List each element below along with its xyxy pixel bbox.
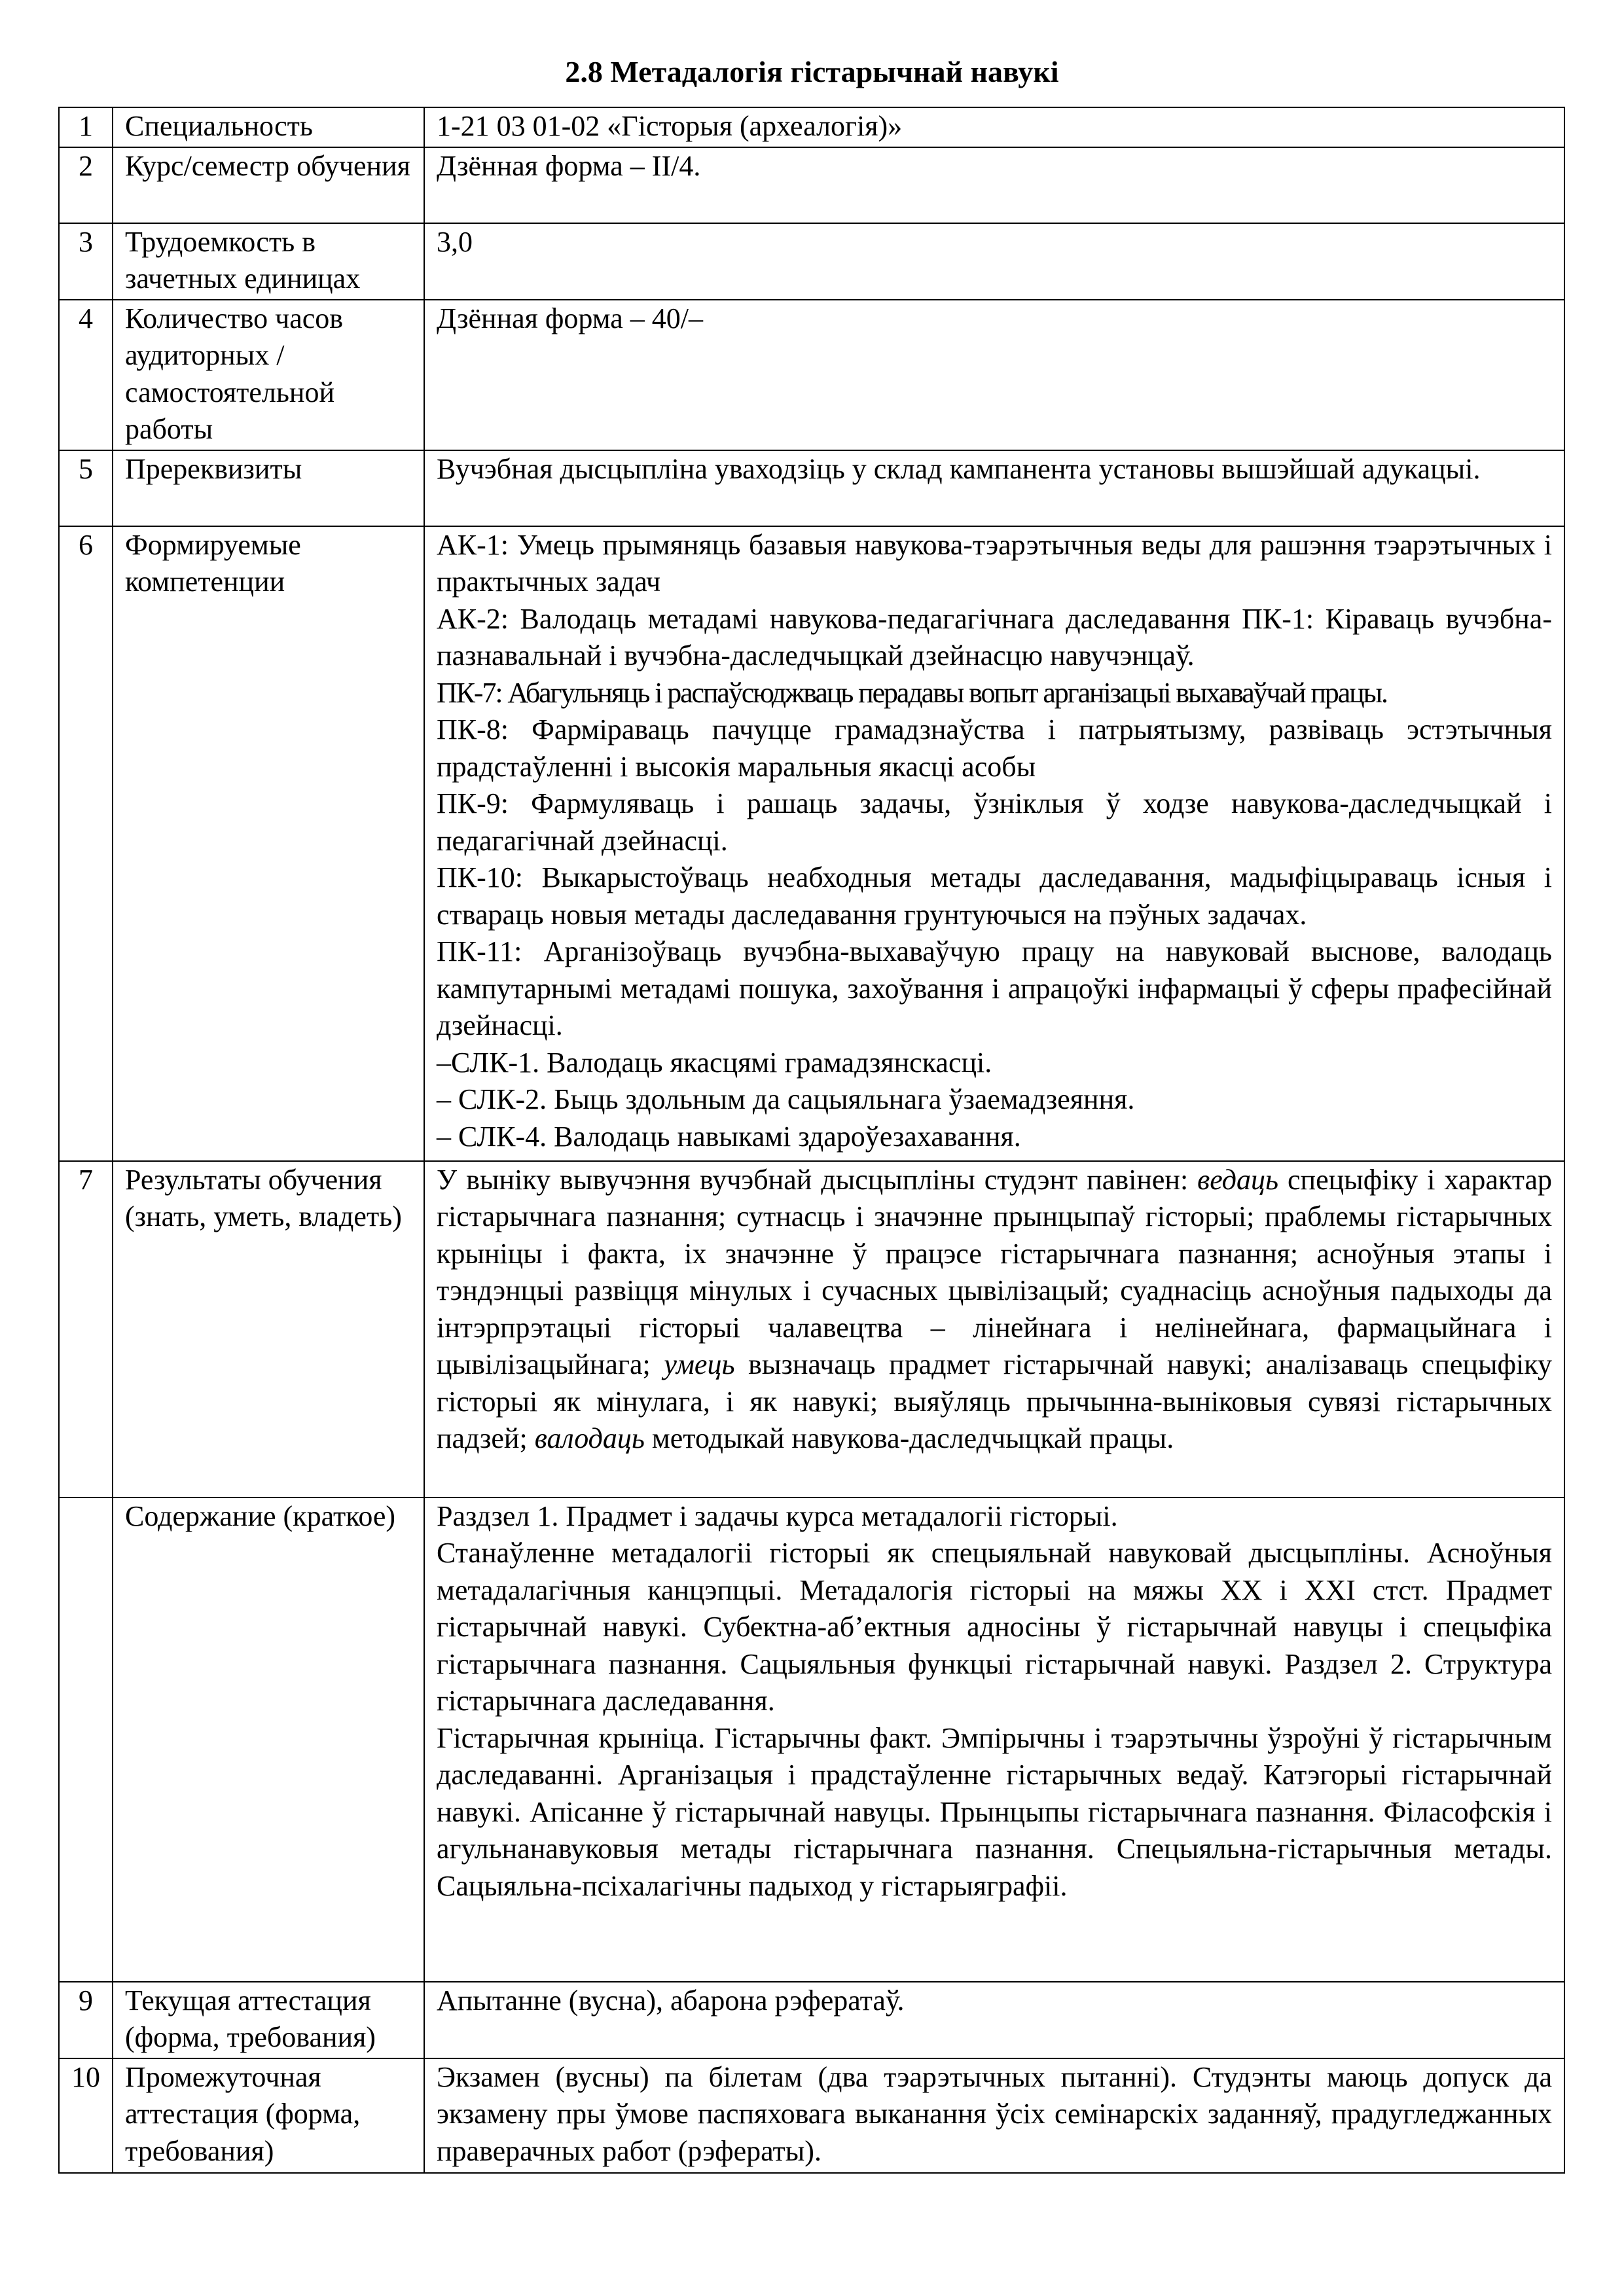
competence-item: – СЛК-4. Валодаць навыкамі здароўезахавання. <box>437 1120 1021 1153</box>
competences-list <box>424 526 1564 1161</box>
row-value: Дзённая форма – ІІ/4. <box>424 147 1564 223</box>
competence-item: ПК-7: Абагульняць і распаўсюджваць перадавы вопыт арганізацыі выхаваўчай працы. <box>437 676 1387 709</box>
row-number: 4 <box>59 300 113 450</box>
page-title: 2.8 Метадалогія гістарычнай навукі <box>565 55 1059 88</box>
table-row <box>59 223 1564 300</box>
table-row <box>59 1982 1564 2058</box>
table-row <box>59 450 1564 526</box>
row-label: Специальность <box>113 107 424 147</box>
row-value: Вучэбная дысцыпліна уваходзіць у склад кампанента установы вышэйшай адукацыі. <box>424 450 1564 526</box>
results-keyword: ведаць <box>1197 1163 1278 1196</box>
results-text: спецыфіку і характар гістарычнага пазнання; сутнасць і значэнне прынцыпаў гісторыі; праблемы гістарычных крыніцы і факта, іх значэнне ў працэсе гістарычнага пазнання; асноўныя этапы і тэндэнцыі развіцця мінулых і сучасных цывілізацый; суаднасіць асноўныя падыходы да інтэрпрэтацыі гісторыі чалавецтва – лінейнага і нелінейнага, фармацыйнага і цывілізацыйнага; <box>437 1163 1552 1380</box>
row-label: Текущая аттестация (форма, требования) <box>113 1982 424 2058</box>
row-label: Пререквизиты <box>113 450 424 526</box>
competence-item: ПК-10: Выкарыстоўваць неабходныя метады даследавання, мадыфіцыраваць існыя і ствараць новыя метады даследавання грунтуючыся на пэўных задачах. <box>437 861 1552 931</box>
competence-item: ПК-9: Фармуляваць і рашаць задачы, ўзніклыя ў ходзе навукова-даследчыцкай і педагагічнай дзейнасці. <box>437 787 1552 857</box>
row-value: 1-21 03 01-02 «Гісторыя (археалогія)» <box>424 107 1564 147</box>
row-number: 7 <box>59 1161 113 1498</box>
row-number: 2 <box>59 147 113 223</box>
row-label: Результаты обучения (знать, уметь, владеть) <box>113 1161 424 1498</box>
syllabus-table <box>58 107 1565 2174</box>
row-number: 9 <box>59 1982 113 2058</box>
row-number: 3 <box>59 223 113 300</box>
results-text: методыкай навукова-даследчыцкай працы. <box>644 1422 1174 1454</box>
row-label: Количество часов аудиторных / самостоятельной работы <box>113 300 424 450</box>
competence-item: –СЛК-1. Валодаць якасцямі грамадзянскасці. <box>437 1046 992 1079</box>
table-row <box>59 2058 1564 2173</box>
row-number <box>59 1498 113 1982</box>
course-content <box>424 1498 1564 1982</box>
content-paragraph: Раздзел 1. Прадмет і задачы курса метадалогіі гісторыі. <box>437 1499 1118 1532</box>
learning-results <box>424 1161 1564 1498</box>
row-value: Дзённая форма – 40/– <box>424 300 1564 450</box>
results-text: вызначаць прадмет гістарычнай навукі; аналізаваць спецыфіку гісторыі як мінулага, і як навукі; выяўляць прычынна-выніковыя сувязі гістарычных падзей; <box>437 1348 1553 1454</box>
results-keyword: валодаць <box>534 1422 645 1454</box>
row-value: Апытанне (вусна), абарона рэфератаў. <box>424 1982 1564 2058</box>
content-paragraph: Гістарычная крыніца. Гістарычны факт. Эмпірычны і тэарэтычны ўзроўні ў гістарычным даследаванні. Арганізацыя і прадстаўленне гістарычных ведаў. Катэгорыі гістарычнай навукі. Апісанне ў гістарычнай навуцы. Прынцыпы гістарычнага пазнання. Філасофскія і агульнанавуковыя метады гістарычнага пазнання. Спецыяльна-гістарычныя метады. Сацыяльна-псіхалагічны падыход у гістарыяграфіі. <box>437 1721 1552 1902</box>
content-paragraph: Станаўленне метадалогіі гісторыі як спецыяльнай навуковай дысцыпліны. Асноўныя метадалагічныя канцэпцыі. Метадалогія гісторыі на мяжы XX і XXI стст. Прадмет гістарычнай навукі. Субектна-аб’ектныя адносіны ў гістарычнай навуцы і спецыфіка гістарычнага пазнання. Сацыяльныя функцыі гістарычнай навукі. Раздзел 2. Структура гістарычнага даследавання. <box>437 1537 1552 1717</box>
table-row <box>59 1498 1564 1982</box>
table-row <box>59 300 1564 450</box>
row-value <box>424 2058 1564 2173</box>
table-row <box>59 526 1564 1161</box>
row-label: Промежуточная аттестация (форма, требования) <box>113 2058 424 2173</box>
competence-item: ПК-11: Арганізоўваць вучэбна-выхаваўчую працу на навуковай выснове, валодаць кампутарнымі метадамі пошука, захоўвання і апрацоўкі інфармацыі ў сферы прафесійнай дзейнасці. <box>437 935 1552 1041</box>
assessment-text: Экзамен (вусны) па білетам (два тэарэтычных пытанні). Студэнты маюць допуск да экзамену пры ўмове паспяховага выканання ўсіх семінарскіх заданняў, прадугледжанных праверачных работ (рэфераты). <box>437 2060 1552 2167</box>
results-text: У выніку вывучэння вучэбнай дысцыпліны студэнт павінен: <box>437 1163 1198 1196</box>
row-label: Содержание (краткое) <box>113 1498 424 1982</box>
competence-item: АК-2: Валодаць метадамі навукова-педагагічнага даследавання ПК-1: Кіраваць вучэбна-пазнавальнай і вучэбна-даследчыцкай дзейнасцю навучэнцаў. <box>437 602 1552 672</box>
row-number: 6 <box>59 526 113 1161</box>
row-label: Курс/семестр обучения <box>113 147 424 223</box>
row-number: 10 <box>59 2058 113 2173</box>
table-row <box>59 147 1564 223</box>
competence-item: АК-1: Умець прымяняць базавыя навукова-тэарэтычныя веды для рашэння тэарэтычных і практычных задач <box>437 528 1552 598</box>
row-label: Формируемые компетенции <box>113 526 424 1161</box>
competence-item: – СЛК-2. Быць здольным да сацыяльнага ўзаемадзеяння. <box>437 1083 1135 1115</box>
competence-item: ПК-8: Фарміраваць пачуцце грамадзнаўства і патрыятызму, развіваць эстэтычныя прадстаўленні і высокія маральныя якасці асобы <box>437 713 1552 783</box>
row-value: 3,0 <box>424 223 1564 300</box>
table-row <box>59 1161 1564 1498</box>
row-number: 5 <box>59 450 113 526</box>
row-label: Трудоемкость в зачетных единицах <box>113 223 424 300</box>
table-row <box>59 107 1564 147</box>
row-number: 1 <box>59 107 113 147</box>
results-keyword: умець <box>664 1348 735 1380</box>
